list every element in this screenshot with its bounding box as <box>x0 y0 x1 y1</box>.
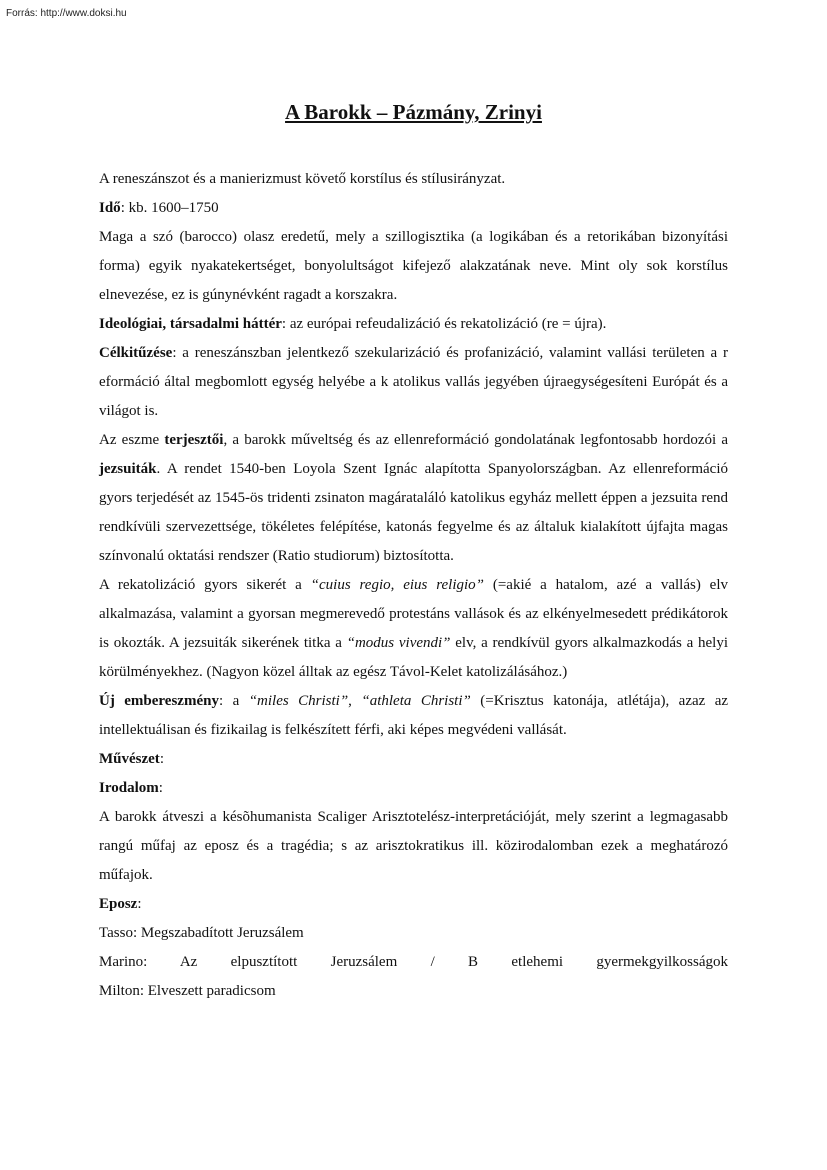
embereszmeny-text-3: (=Krisztus katonája, atlétája), azaz az intellektuálisan és fizikailag is felkészített férfi, aki képes megvédeni vallását. <box>99 693 729 738</box>
document-body <box>99 165 728 1006</box>
irodalom-paragraph: A barokk átveszi a késõhumanista Scaliger Arisztotelész-interpretációját, mely szerint a legmagasabb rangú műfaj az eposz és a tragédia; s az arisztokratikus ill. közirodalomban ezek a meghatározó műfajok. <box>99 809 728 883</box>
celkituzes-label: Célkitűzése <box>99 345 173 361</box>
terjesztoi-text-3: . A rendet 1540-ben Loyola Szent Ignác alapította Spanyolországban. Az ellenreformáció gyors terjedését az 1545-ös tridenti zsinaton magáratalálό katolikus egyház mellett éppen a jezsuita rend rendkívüli szervezettsége, tökéletes felépítése, katonás fegyelme és az általuk kialakított újfajta magas színvonalú oktatási rendszer (Ratio studiorum) biztosította. <box>99 461 728 564</box>
page-title: A Barokk – Pázmány, Zrinyi <box>285 100 542 124</box>
celkituzes-paragraph <box>99 339 728 426</box>
rekatolizacio-italic-2: “modus vivendi” <box>346 635 451 651</box>
embereszmeny-text-2: , <box>348 693 362 709</box>
terjesztoi-text-1: Az eszme <box>99 432 165 448</box>
tasso-line: Tasso: Megszabadított Jeruzsálem <box>99 925 304 941</box>
rekatolizacio-text-3: elv, a rendkívül gyors alkalmazkodás a helyi körülményekhez. (Nagyon közel álltak az egész Távol-Kelet katolizálásához.) <box>99 635 728 680</box>
name-origin-paragraph: Maga a szó (barocco) olasz eredetű, mely a szillogisztika (a logikában és a retorikában bizonyítási forma) egyik nyakatekertséget, bonyolultságot kifejező alakzatának neve. Mint oly sok korstílus elnevezése, ez is gúnynévként ragadt a korszakra. <box>99 229 728 303</box>
rekatolizacio-text-1: A rekatolizáció gyors sikerét a <box>99 577 311 593</box>
terjesztoi-bold-2: jezsuiták <box>99 461 157 477</box>
embereszmeny-text-1: : a <box>218 693 249 709</box>
embereszmeny-italic-1: “miles Christi” <box>248 693 349 709</box>
ideologia-label: Ideológiai, társadalmi háttér <box>99 316 282 332</box>
ideologia-paragraph <box>99 310 728 339</box>
intro-paragraph: A reneszánszot és a manierizmust követő korstílus és stílusirányzat. <box>99 171 506 187</box>
marino-line: Marino: Az elpusztított Jeruzsálem / B etlehemi gyermekgyilkosságok <box>99 954 728 970</box>
rekatolizacio-paragraph <box>99 571 728 687</box>
source-header: Forrás: http://www.doksi.hu <box>6 8 127 19</box>
terjesztoi-bold-1: terjesztői <box>164 432 224 448</box>
ideologia-text: : az európai refeudalizáció és rekatolizáció (re = újra). <box>281 316 607 332</box>
irodalom-label: Irodalom <box>99 780 159 796</box>
embereszmeny-italic-2: “athleta Christi” <box>361 693 471 709</box>
embereszmeny-paragraph <box>99 687 728 745</box>
rekatolizacio-text-2: (=akié a hatalom, azé a vallás) elv alkalmazása, valamint a gyorsan megmerevedő protestáns vallások és az elkényelmesedett prédikátorok is okozták. A jezsuiták sikerének titka a <box>99 577 729 651</box>
eposz-colon: : <box>137 896 142 912</box>
eposz-heading <box>99 890 728 919</box>
muveszet-label: Művészet <box>99 751 160 767</box>
irodalom-colon: : <box>158 780 163 796</box>
celkituzes-text: : a reneszánszban jelentkező szekularizáció és profanizáció, valamint vallási területen a r eformáció által megbomlott egység helyébe a k atolikus vallás jegyében újraegységesíteni Európát és a világot is. <box>99 345 728 419</box>
embereszmeny-label: Új embereszmény <box>99 693 219 709</box>
muveszet-colon: : <box>159 751 164 767</box>
ido-paragraph <box>99 194 728 223</box>
muveszet-heading <box>99 745 728 774</box>
ido-label: Idő <box>99 200 121 216</box>
terjesztoi-paragraph <box>99 426 728 571</box>
eposz-label: Eposz <box>99 896 138 912</box>
milton-line: Milton: Elveszett paradicsom <box>99 983 276 999</box>
ido-text: : kb. 1600–1750 <box>120 200 219 216</box>
irodalom-heading <box>99 774 728 803</box>
rekatolizacio-italic-1: “cuius regio, eius religio” <box>310 577 484 593</box>
terjesztoi-text-2: , a barokk műveltség és az ellenreformáció gondolatának legfontosabb hordozói a <box>223 432 728 448</box>
